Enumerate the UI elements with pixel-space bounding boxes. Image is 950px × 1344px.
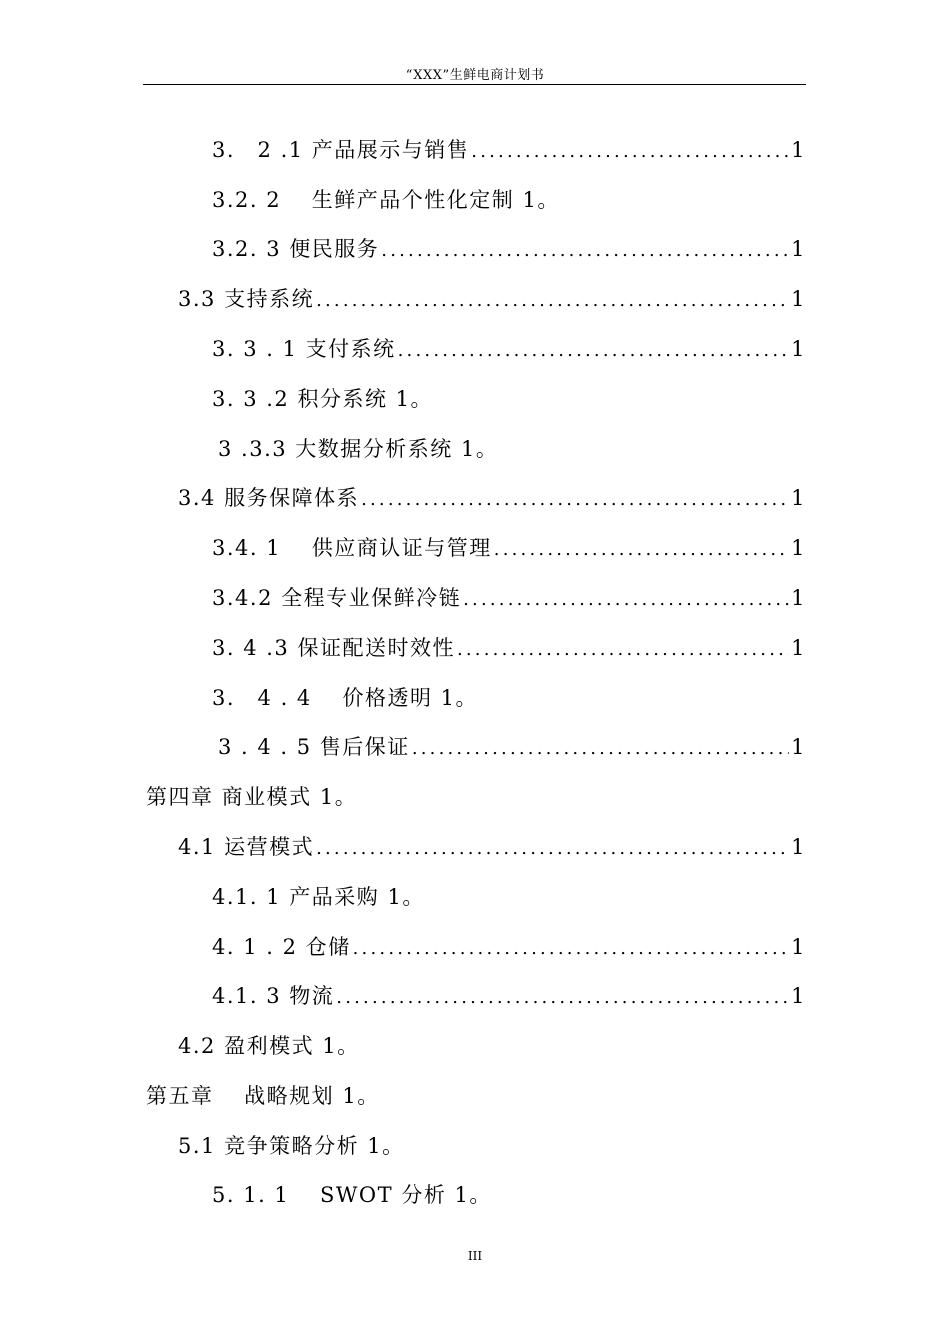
toc-entry[interactable]: [178, 1131, 405, 1161]
toc-entry[interactable]: [212, 334, 806, 364]
toc-entry-label: 4.1. 3 物流: [212, 984, 335, 1008]
toc-entry-label: 4.1. 1 产品采购 1。: [212, 885, 425, 909]
toc-dot-leader: [361, 485, 789, 515]
toc-entry-label: 4.2 盈利模式 1。: [178, 1034, 360, 1058]
toc-entry[interactable]: [212, 384, 433, 414]
running-header: “XXX”生鲜电商计划书: [405, 68, 545, 83]
toc-page-number: 1: [791, 138, 806, 162]
toc-entry[interactable]: [212, 234, 806, 264]
toc-dot-leader: [316, 286, 789, 316]
toc-dot-leader: [316, 834, 789, 864]
toc-dot-leader: [471, 137, 789, 167]
toc-dot-leader: [463, 585, 789, 615]
toc-entry-label: 3. 3 .2 积分系统 1。: [212, 387, 433, 411]
toc-entry[interactable]: [212, 185, 560, 215]
toc-entry-label: 3.4. 1 供应商认证与管理: [212, 536, 492, 560]
toc-entry-label: 3. 4 . 4 价格透明 1。: [212, 686, 478, 710]
toc-entry[interactable]: [212, 1180, 492, 1210]
toc-entry[interactable]: [212, 683, 478, 713]
toc-entry[interactable]: [178, 284, 806, 314]
toc-page-number: 1: [791, 984, 806, 1008]
toc-page-number: 1: [791, 287, 806, 311]
toc-entry-label: 3 . 4 . 5 售后保证: [218, 735, 410, 759]
page-number: III: [467, 1249, 483, 1263]
toc-chapter-label: 第四章 商业模式 1。: [146, 785, 358, 809]
toc-entry[interactable]: [218, 434, 498, 464]
toc-entry[interactable]: [212, 583, 806, 613]
toc-entry-label: 5. 1. 1 SWOT 分析 1。: [212, 1183, 492, 1207]
toc-entry-label: 3 .3.3 大数据分析系统 1。: [218, 437, 499, 461]
toc-entry-label: 5.1 竞争策略分析 1。: [178, 1134, 405, 1158]
toc-entry-label: 4. 1 . 2 仓储: [212, 935, 351, 959]
toc-entry[interactable]: [212, 533, 806, 563]
toc-dot-leader: [412, 734, 789, 764]
toc-entry-label: 3. 2 .1 产品展示与销售: [212, 138, 470, 162]
toc-page-number: 1: [791, 935, 806, 959]
toc-page-number: 1: [791, 735, 806, 759]
toc-dot-leader: [353, 934, 789, 964]
toc-page-number: 1: [791, 835, 806, 859]
toc-entry[interactable]: [212, 633, 806, 663]
toc-page-number: 1: [791, 636, 806, 660]
toc-page-number: 1: [791, 337, 806, 361]
toc-entry[interactable]: [178, 832, 806, 862]
toc-entry[interactable]: [178, 483, 806, 513]
toc-entry[interactable]: [212, 932, 806, 962]
toc-page-number: 1: [791, 486, 806, 510]
toc-entry[interactable]: [178, 1031, 360, 1061]
toc-dot-leader: [381, 236, 789, 266]
toc-dot-leader: [336, 983, 789, 1013]
toc-entry-label: 3.3 支持系统: [178, 287, 315, 311]
toc-entry[interactable]: [212, 135, 806, 165]
toc-entry-label: 3. 4 .3 保证配送时效性: [212, 636, 455, 660]
toc-entry[interactable]: [218, 732, 806, 762]
toc-entry-label: 3.4 服务保障体系: [178, 486, 360, 510]
toc-chapter-label: 第五章 战略规划 1。: [146, 1084, 380, 1108]
toc-entry-label: 3.2. 3 便民服务: [212, 237, 380, 261]
toc-chapter[interactable]: [146, 782, 357, 812]
toc-dot-leader: [398, 336, 789, 366]
toc-entry[interactable]: [212, 981, 806, 1011]
toc-page-number: 1: [791, 536, 806, 560]
toc-entry-label: 3.4.2 全程专业保鲜冷链: [212, 586, 462, 610]
toc-entry[interactable]: [212, 882, 425, 912]
toc-page-number: 1: [791, 586, 806, 610]
toc-page-number: 1: [791, 237, 806, 261]
toc-dot-leader: [457, 635, 789, 665]
toc-entry-label: 3. 3 . 1 支付系统: [212, 337, 396, 361]
toc-entry-label: 3.2. 2 生鲜产品个性化定制 1。: [212, 188, 560, 212]
toc-dot-leader: [494, 535, 789, 565]
toc-entry-label: 4.1 运营模式: [178, 835, 315, 859]
toc-chapter[interactable]: [146, 1081, 380, 1111]
